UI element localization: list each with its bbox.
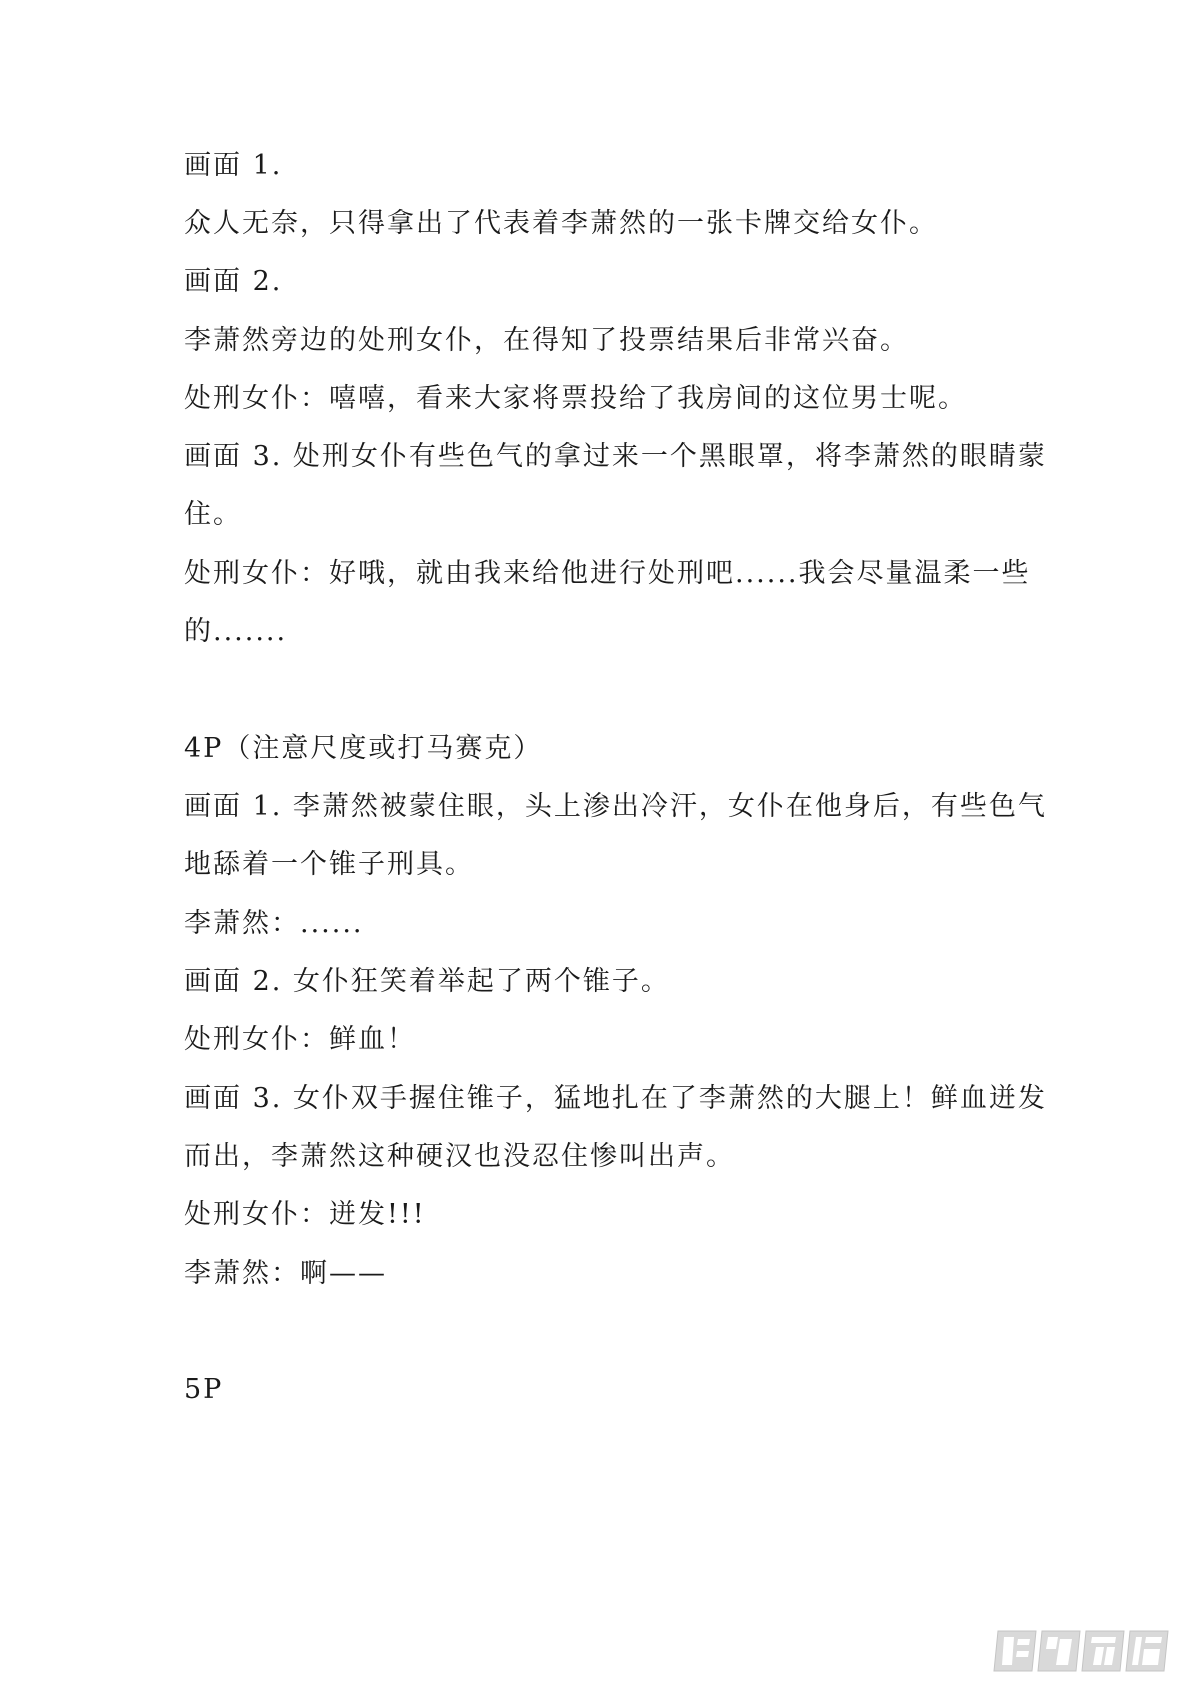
narration-line: 众人无奈，只得拿出了代表着李萧然的一张卡牌交给女仆。	[184, 208, 938, 239]
dialogue-line: 处刑女仆：鲜血！	[184, 1024, 416, 1055]
panel-description: 画面 3. 处刑女仆有些色气的拿过来一个黑眼罩，将李萧然的眼睛蒙	[184, 441, 1047, 472]
panel-description-continued: 地舔着一个锥子刑具。	[184, 849, 474, 880]
narration-line: 李萧然旁边的处刑女仆，在得知了投票结果后非常兴奋。	[184, 325, 909, 356]
page-heading: 5P	[184, 1374, 224, 1405]
dialogue-line: 李萧然：......	[184, 908, 364, 939]
panel-description: 画面 1. 李萧然被蒙住眼，头上渗出冷汗，女仆在他身后，有些色气	[184, 791, 1047, 822]
panel-description-continued: 而出，李萧然这种硬汉也没忍住惨叫出声。	[184, 1141, 735, 1172]
panel-heading: 画面 2.	[184, 266, 283, 297]
page-heading: 4P（注意尺度或打马赛克）	[184, 733, 543, 764]
dialogue-line: 李萧然：啊——	[184, 1258, 387, 1289]
panel-description: 画面 2. 女仆狂笑着举起了两个锥子。	[184, 966, 670, 997]
dialogue-line: 处刑女仆：迸发!!!	[184, 1199, 426, 1230]
watermark-logo	[992, 1621, 1182, 1679]
panel-description: 画面 3. 女仆双手握住锥子，猛地扎在了李萧然的大腿上！鲜血迸发	[184, 1083, 1047, 1114]
dialogue-line: 处刑女仆：好哦，就由我来给他进行处刑吧......我会尽量温柔一些	[184, 558, 1031, 589]
panel-heading: 画面 1.	[184, 150, 283, 181]
dialogue-line: 处刑女仆：嘻嘻，看来大家将票投给了我房间的这位男士呢。	[184, 383, 967, 414]
dialogue-line-continued: 的.......	[184, 616, 288, 647]
panel-description-continued: 住。	[184, 499, 242, 530]
